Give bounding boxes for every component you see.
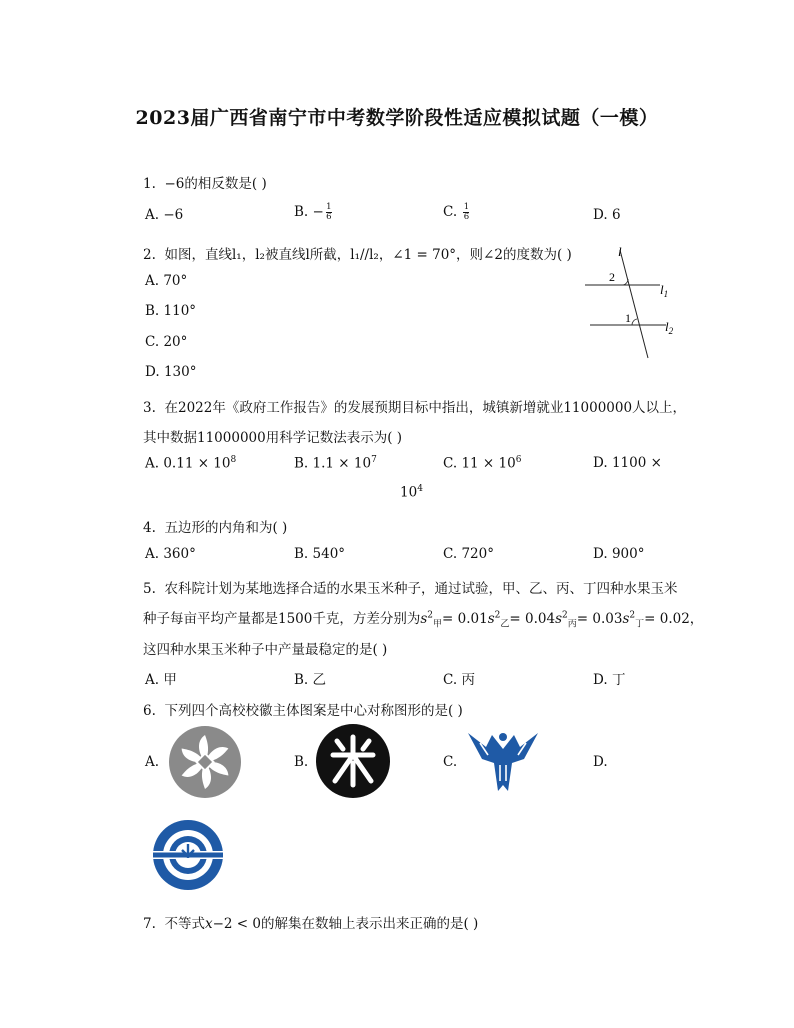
option-1b[interactable]: B. − $\frac{1}{6}$ (294, 202, 332, 222)
option-5a[interactable]: A. 甲 (145, 672, 177, 688)
transversal-line (620, 250, 648, 358)
question-number: 6. (143, 703, 156, 719)
parallel-lines-figure (580, 242, 680, 362)
option-6d-label[interactable]: D. (593, 754, 608, 770)
option-3a[interactable]: A. $0.11 \times 10^8$ (145, 455, 237, 472)
question-6 (143, 699, 463, 719)
fraction: $\frac{1}{6}$ (326, 202, 332, 222)
question-stem: 五边形的内角和为( ) (164, 520, 288, 536)
option-2b[interactable]: B. 110° (145, 303, 197, 319)
option-1c[interactable]: C. $\frac{1}{6}$ (443, 202, 470, 222)
question-stem: 下列四个高校校徽主体图案是中心对称图形的是( ) (164, 703, 463, 719)
option-1d[interactable]: D. 6 (593, 207, 621, 223)
question-4 (143, 516, 287, 536)
option-5c[interactable]: C. 丙 (443, 672, 475, 688)
question-number: 7. (143, 916, 156, 932)
emblem-c-bird-icon[interactable] (466, 729, 540, 793)
option-6a-label[interactable]: A. (145, 754, 160, 770)
option-1a[interactable]: A. −6 (145, 207, 184, 223)
question-2 (143, 243, 572, 263)
option-2d[interactable]: D. 130° (145, 364, 197, 380)
question-number: 1. (143, 176, 156, 192)
question-number: 3. (143, 400, 156, 416)
option-3c[interactable]: C. $11 \times 10^6$ (443, 455, 522, 472)
question-5-line2: 种子每亩平均产量都是1500千克，方差分别为$s^2_甲= 0.01s^2_乙= 0.04s^2_丙= 0.03s^2_丁= 0.02$， (143, 610, 704, 630)
question-number: 2. (143, 247, 156, 263)
option-6b-label[interactable]: B. (294, 754, 309, 770)
angle-1-arc (632, 319, 637, 325)
option-3d-continued: $10^4$ (400, 484, 423, 501)
option-3d[interactable]: D. 1100 × (593, 455, 662, 471)
question-3-line2: 其中数据11000000用科学记数法表示为( ) (143, 430, 403, 446)
emblem-a-pinwheel-icon[interactable] (168, 725, 242, 799)
label-l2: $l_2$ (665, 319, 674, 336)
label-l1: $l_1$ (660, 282, 669, 299)
option-3b[interactable]: B. $1.1 \times 10^7$ (294, 455, 377, 472)
option-2c[interactable]: C. 20° (145, 334, 188, 350)
option-6c-label[interactable]: C. (443, 754, 458, 770)
option-4c[interactable]: C. 720° (443, 546, 494, 562)
page-title: 2023届广西省南宁市中考数学阶段性适应模拟试题（一模） (135, 107, 659, 129)
question-number: 4. (143, 520, 156, 536)
emblem-b-peking-icon[interactable] (315, 723, 391, 799)
question-stem-line1: 在2022年《政府工作报告》的发展预期目标中指出，城镇新增就业11000000人以上， (164, 400, 687, 416)
angle-2-arc (622, 279, 628, 285)
question-3 (143, 396, 686, 416)
question-5-line3: 这四种水果玉米种子中产量最稳定的是( ) (143, 642, 388, 658)
question-stem: 如图，直线l₁，l₂被直线l所截，l₁//l₂，∠1 = 70°，则∠2的度数为( ) (164, 247, 572, 263)
fraction: $\frac{1}{6}$ (463, 202, 470, 222)
option-2a[interactable]: A. 70° (145, 273, 188, 289)
question-7: 7. 不等式x−2 < 0的解集在数轴上表示出来正确的是( ) (143, 916, 479, 932)
question-number: 5. (143, 581, 156, 597)
question-1 (143, 172, 267, 192)
question-5 (143, 577, 677, 597)
option-4a[interactable]: A. 360° (145, 546, 196, 562)
emblem-d-circle-bars-icon[interactable] (150, 818, 226, 892)
label-angle-1: 1 (625, 311, 631, 325)
option-5b[interactable]: B. 乙 (294, 672, 327, 688)
label-angle-2: 2 (609, 270, 615, 284)
option-4b[interactable]: B. 540° (294, 546, 346, 562)
option-5d[interactable]: D. 丁 (593, 672, 626, 688)
question-stem-line1: 农科院计划为某地选择合适的水果玉米种子，通过试验，甲、乙、丙、丁四种水果玉米 (164, 581, 678, 597)
question-stem: −6的相反数是( ) (164, 176, 267, 192)
option-4d[interactable]: D. 900° (593, 546, 645, 562)
label-l: l (618, 244, 622, 259)
